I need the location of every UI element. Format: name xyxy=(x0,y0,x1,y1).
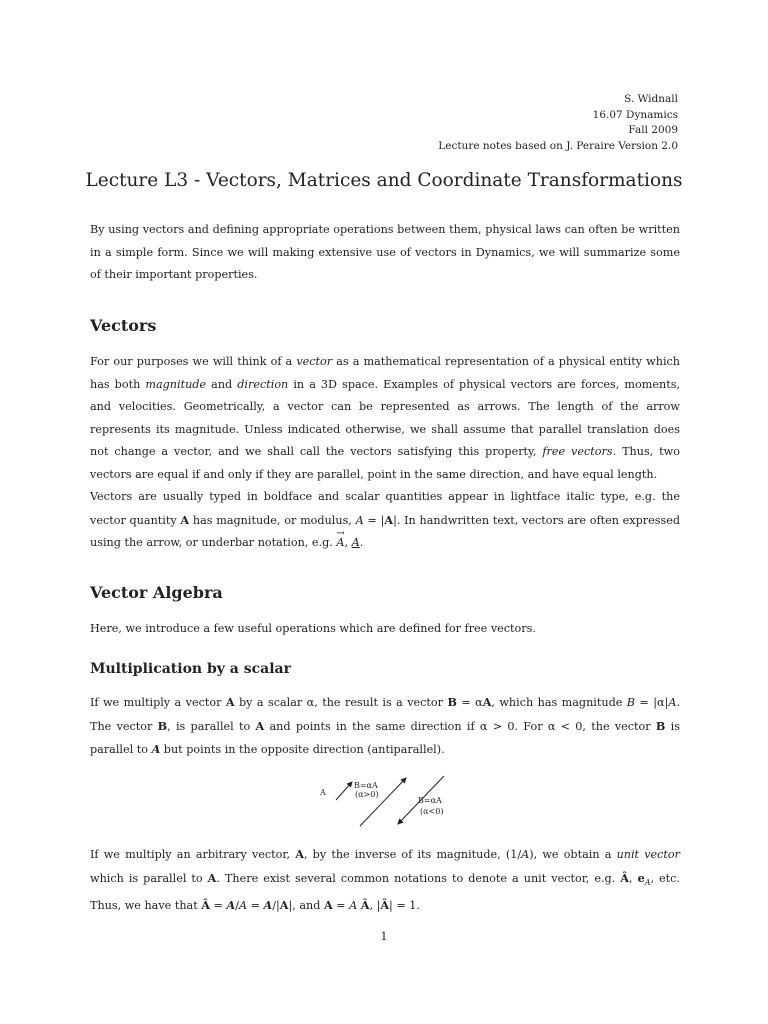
scalar-paragraph-2: If we multiply an arbitrary vector, A, by the inverse of its magnitude, (1/A), we obtain a unit vector which is parallel to A. There exist several common notations to denote a unit vector, e.g. Â, $e_A$, etc. Thus, we have that Â = A/A = A/|A|, and A = A Â, |Â| = 1. xyxy=(90,847,681,913)
vectors-paragraph-2: Vectors are usually typed in boldface and scalar quantities appear in lightface italic type, e.g. the vector quantity A has magnitude, or modulus, A = |A|. In handwritten text, vectors are often expressed using the arrow, or underbar notation, e.g. A → , A. xyxy=(90,486,680,555)
figure-label-a: A xyxy=(320,788,326,797)
scalar-multiplication-figure xyxy=(310,772,470,832)
algebra-paragraph: Here, we introduce a few useful operations which are defined for free vectors. xyxy=(90,622,536,635)
vectors-paragraph-1: For our purposes we will think of a vector as a mathematical representation of a physical entity which has both magnitude and direction in a 3D space. Examples of physical vectors are forces, moments, and velocities. Geometrically, a vector can be represented as arrows. The length of the arrow represents its magnitude. Unless indicated otherwise, we shall assume that parallel translation does not change a vector, and we shall call the vectors satisfying this property, free vectors. Thus, two vectors are equal if and only if they are parallel, point in the same direction, and have equal length. xyxy=(90,355,680,481)
course: 16.07 Dynamics xyxy=(592,108,678,121)
arrow-notation: A → xyxy=(336,528,345,549)
underbar-notation: A xyxy=(351,536,360,549)
term: Fall 2009 xyxy=(628,124,678,136)
page-number: 1 xyxy=(380,930,388,943)
vector-a-arrow xyxy=(336,782,352,800)
figure-label-b1: B=αA xyxy=(354,781,378,790)
section-heading-vectors: Vectors xyxy=(90,316,157,335)
subsection-heading-scalar-multiplication: Multiplication by a scalar xyxy=(90,661,291,677)
document-title: Lecture L3 - Vectors, Matrices and Coordinate Transformations xyxy=(85,170,683,191)
intro-paragraph: By using vectors and defining appropriate operations between them, physical laws can often be written in a simple form. Since we will making extensive use of vectors in Dynamics, we will summarize some of their important properties. xyxy=(90,223,680,281)
scalar-paragraph-1: If we multiply a vector A by a scalar α, the result is a vector B = αA, which has magnitude B = |α|A. The vector B, is parallel to A and points in the same direction if α > 0. For α < 0, the vector B is parallel to A but points in the opposite direction (antiparallel). xyxy=(90,695,681,756)
figure-label-cond1: (α>0) xyxy=(355,790,379,799)
section-heading-vector-algebra: Vector Algebra xyxy=(90,583,223,602)
source-note: Lecture notes based on J. Peraire Version 2.0 xyxy=(438,139,678,152)
header-block xyxy=(438,92,678,154)
figure-label-cond2: (α<0) xyxy=(420,807,444,816)
figure-label-b2: B=αA xyxy=(418,796,442,805)
author: S. Widnall xyxy=(624,93,678,105)
